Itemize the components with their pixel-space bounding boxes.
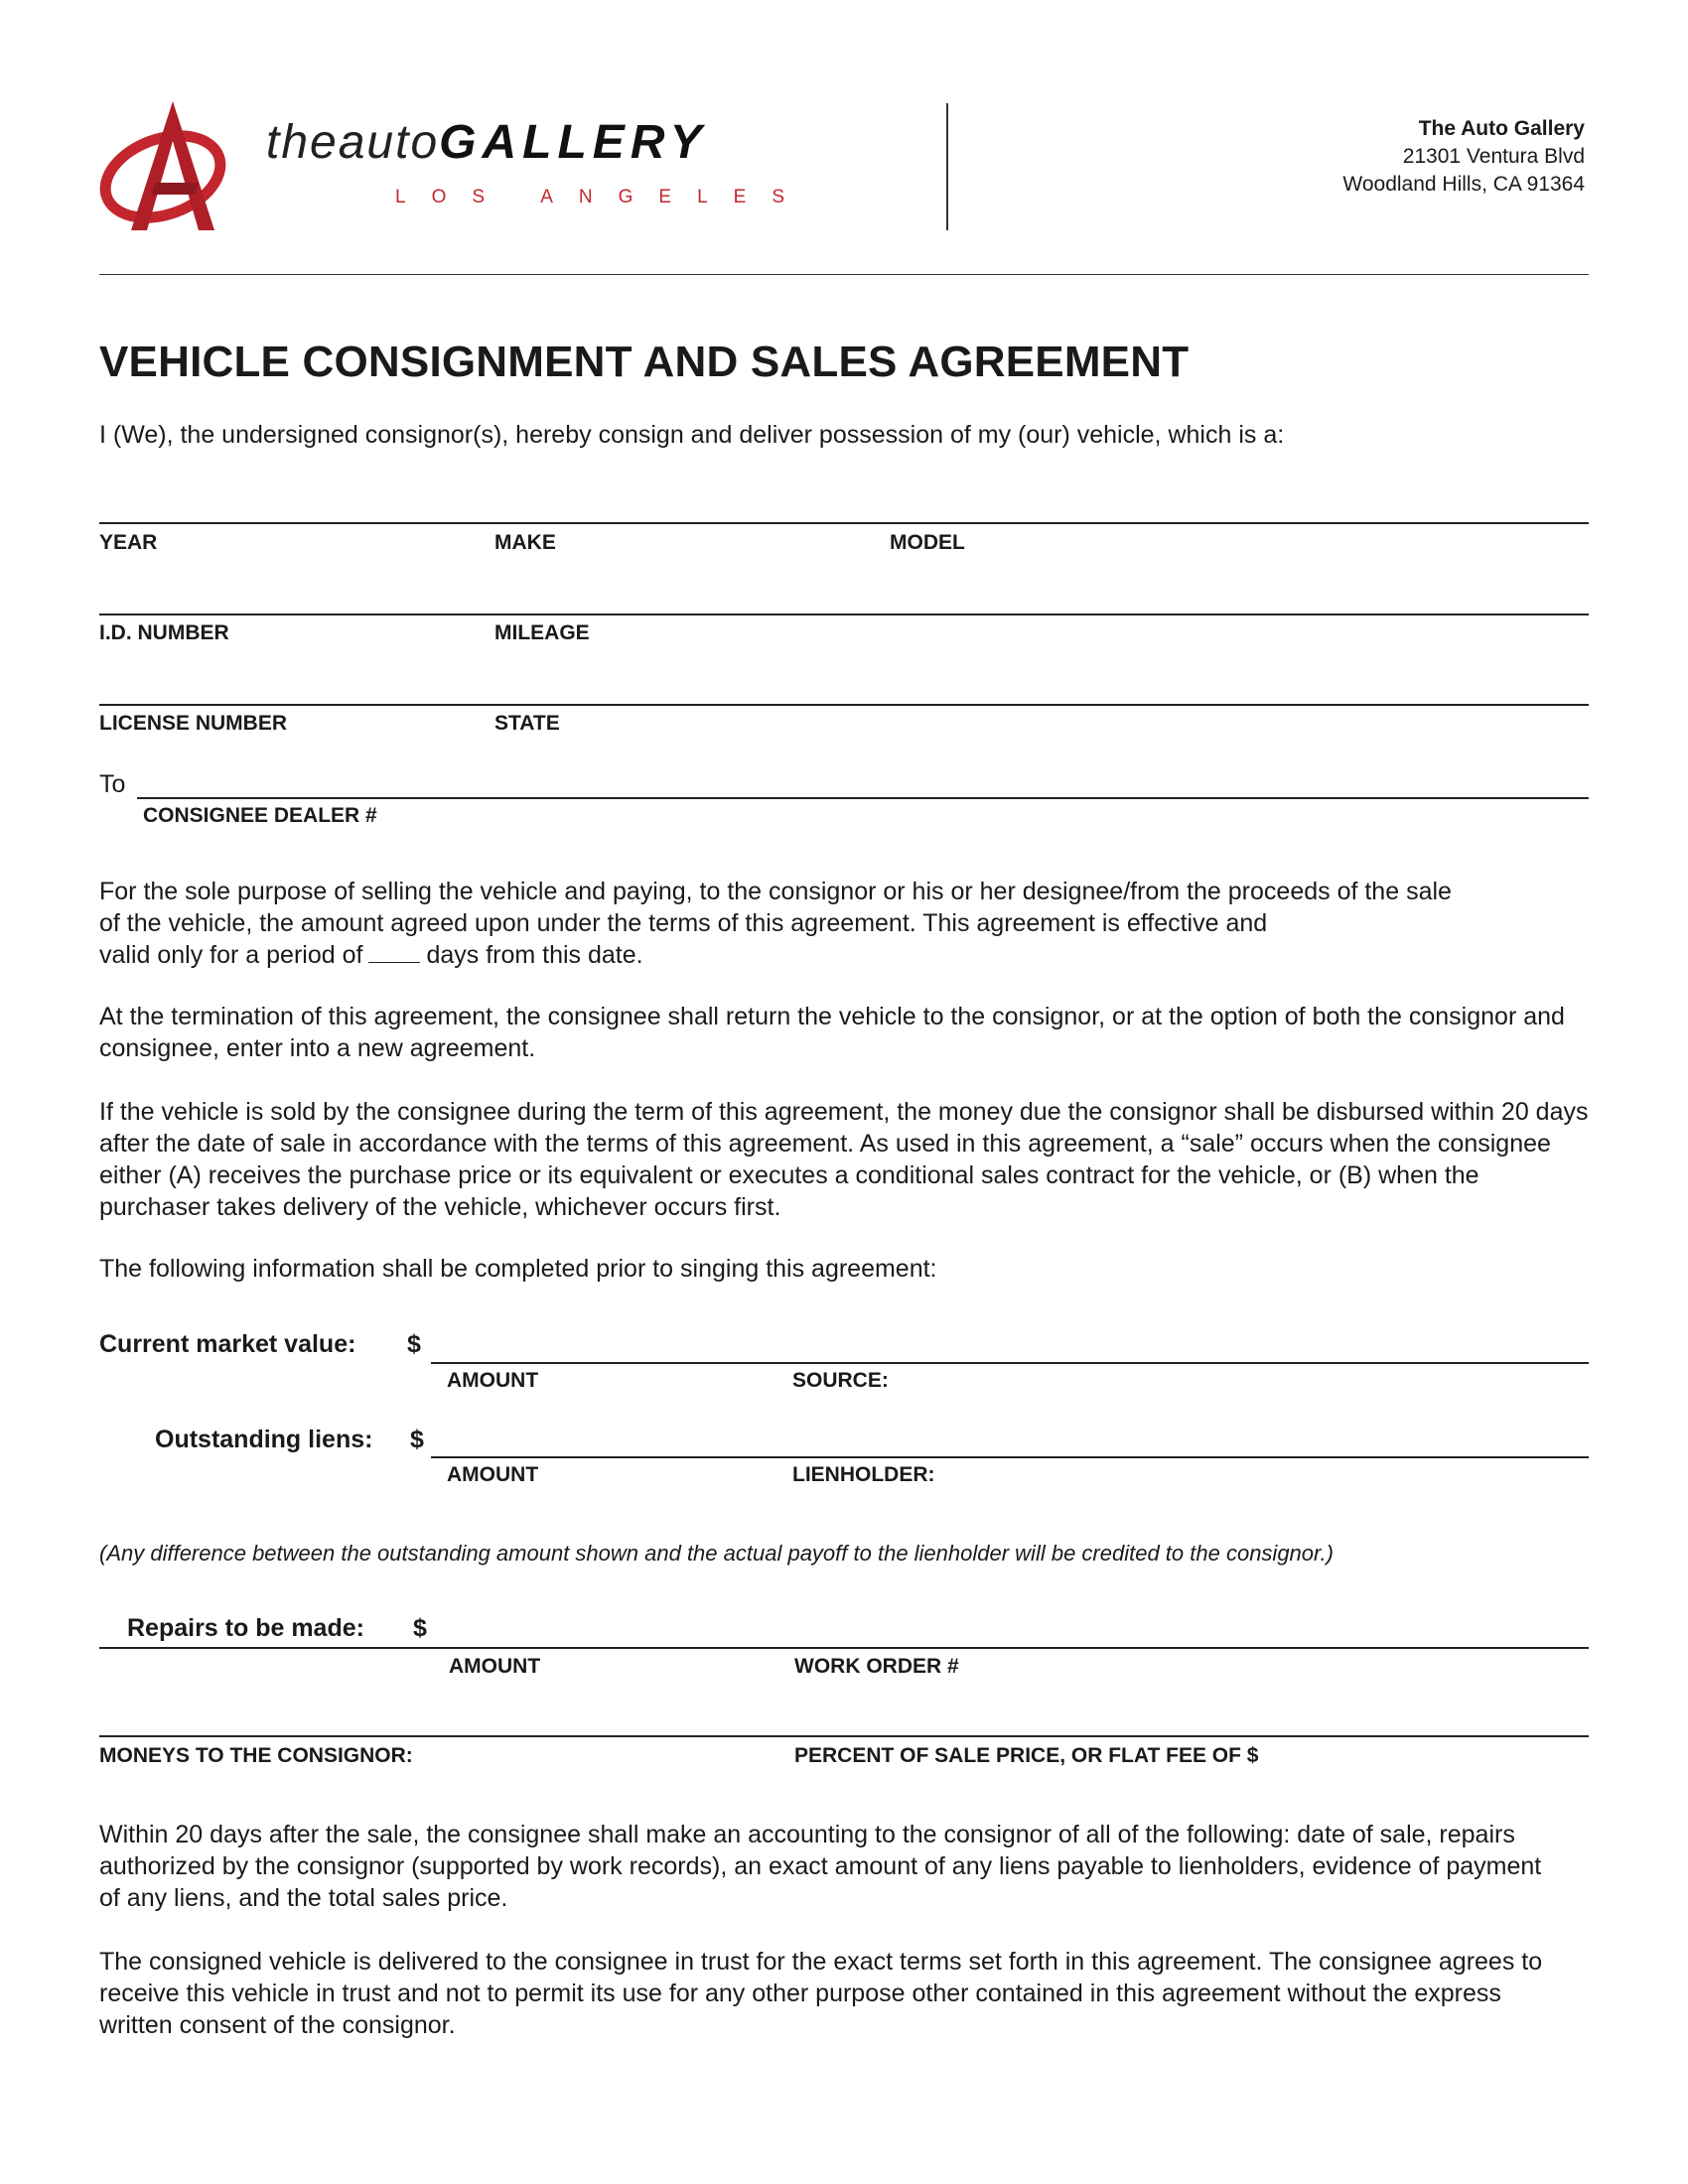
id-number-label: I.D. NUMBER bbox=[99, 621, 229, 644]
liens-amount-label: AMOUNT bbox=[447, 1463, 539, 1486]
days-blank[interactable] bbox=[368, 942, 420, 963]
logo-word-thin: theauto bbox=[266, 116, 440, 169]
logo-subtitle: LOS ANGELES bbox=[395, 187, 811, 207]
accounting-paragraph: Within 20 days after the sale, the consignee shall make an accounting to the consignor of all of the following: date of sale, repairs authorized by the consignor (supported by work records), an exact amount of any liens payable to lienholders, evidence of payment of any liens, and the total sales price. bbox=[99, 1821, 1542, 1912]
model-label: MODEL bbox=[890, 531, 965, 554]
market-value-amount-label: AMOUNT bbox=[447, 1369, 539, 1392]
purpose-line-2: of the vehicle, the amount agreed upon under the terms of this agreement. This agreement is effective and bbox=[99, 909, 1268, 937]
liens-dollar: $ bbox=[410, 1426, 424, 1453]
company-name: The Auto Gallery bbox=[1418, 117, 1585, 140]
purpose-paragraph bbox=[99, 876, 1589, 971]
repairs-dollar: $ bbox=[413, 1614, 427, 1642]
moneys-to-consignor-label: MONEYS TO THE CONSIGNOR: bbox=[99, 1744, 413, 1767]
market-value-dollar: $ bbox=[407, 1330, 421, 1358]
year-label: YEAR bbox=[99, 531, 158, 554]
consignee-dealer-label: CONSIGNEE DEALER # bbox=[143, 804, 377, 827]
following-paragraph: The following information shall be completed prior to singing this agreement: bbox=[99, 1255, 937, 1283]
logo-wordmark bbox=[266, 116, 708, 169]
license-number-label: LICENSE NUMBER bbox=[99, 712, 288, 735]
repairs-label: Repairs to be made: bbox=[127, 1614, 364, 1642]
mileage-label: MILEAGE bbox=[494, 621, 590, 644]
header-divider bbox=[946, 103, 948, 230]
outstanding-liens-label: Outstanding liens: bbox=[155, 1426, 373, 1453]
work-order-label: WORK ORDER # bbox=[794, 1655, 959, 1678]
sale-paragraph: If the vehicle is sold by the consignee during the term of this agreement, the money due the consignor shall be disbursed within 20 days after the date of sale in accordance with the terms of this agreement. As used in this agreement, a “sale” occurs when the consignee either (A) receives the purchase price or its equivalent or executes a conditional sales contract for the vehicle, or (B) when the purchaser takes delivery of the vehicle, whichever occurs first. bbox=[99, 1098, 1589, 1221]
consignee-line[interactable] bbox=[137, 797, 1589, 799]
purpose-line-3 bbox=[99, 939, 1589, 971]
percent-or-flat-fee-label: PERCENT OF SALE PRICE, OR FLAT FEE OF $ bbox=[794, 1744, 1259, 1767]
trust-paragraph: The consigned vehicle is delivered to the consignee in trust for the exact terms set forth in this agreement. The consignee agrees to receive this vehicle in trust and not to permit its use for any other purpose other contained in this agreement without the express written consent of the consignor. bbox=[99, 1948, 1543, 2039]
source-label: SOURCE: bbox=[792, 1369, 889, 1392]
moneys-line[interactable] bbox=[99, 1735, 1589, 1737]
state-label: STATE bbox=[494, 712, 560, 735]
header-rule bbox=[99, 274, 1589, 275]
vehicle-row-3-line[interactable] bbox=[99, 704, 1589, 706]
address-line-1: 21301 Ventura Blvd bbox=[1402, 145, 1585, 168]
vehicle-row-2-line[interactable] bbox=[99, 614, 1589, 615]
purpose-line-1: For the sole purpose of selling the vehicle and paying, to the consignor or his or her designee/from the proceeds of the sale bbox=[99, 878, 1452, 905]
company-logo-mark bbox=[95, 99, 244, 238]
repairs-line[interactable] bbox=[99, 1647, 1589, 1649]
lien-note: (Any difference between the outstanding amount shown and the actual payoff to the lienholder will be credited to the consignor.) bbox=[99, 1541, 1334, 1566]
purpose-line-3-start: valid only for a period of bbox=[99, 941, 363, 969]
intro-text: I (We), the undersigned consignor(s), hereby consign and deliver possession of my (our) vehicle, which is a: bbox=[99, 421, 1285, 449]
make-label: MAKE bbox=[494, 531, 556, 554]
repairs-amount-label: AMOUNT bbox=[449, 1655, 541, 1678]
market-value-line[interactable] bbox=[431, 1362, 1589, 1364]
lienholder-label: LIENHOLDER: bbox=[792, 1463, 935, 1486]
termination-paragraph: At the termination of this agreement, the consignee shall return the vehicle to the consignor, or at the option of both the consignor and consignee, enter into a new agreement. bbox=[99, 1003, 1565, 1062]
company-address bbox=[1342, 115, 1585, 199]
liens-line[interactable] bbox=[431, 1456, 1589, 1458]
purpose-line-3-end: days from this date. bbox=[426, 941, 643, 969]
address-line-2: Woodland Hills, CA 91364 bbox=[1342, 173, 1585, 196]
vehicle-row-1-line[interactable] bbox=[99, 522, 1589, 524]
market-value-label: Current market value: bbox=[99, 1330, 356, 1358]
document-title: VEHICLE CONSIGNMENT AND SALES AGREEMENT bbox=[99, 338, 1190, 386]
logo-word-bold: GALLERY bbox=[439, 116, 708, 169]
to-label: To bbox=[99, 770, 126, 798]
